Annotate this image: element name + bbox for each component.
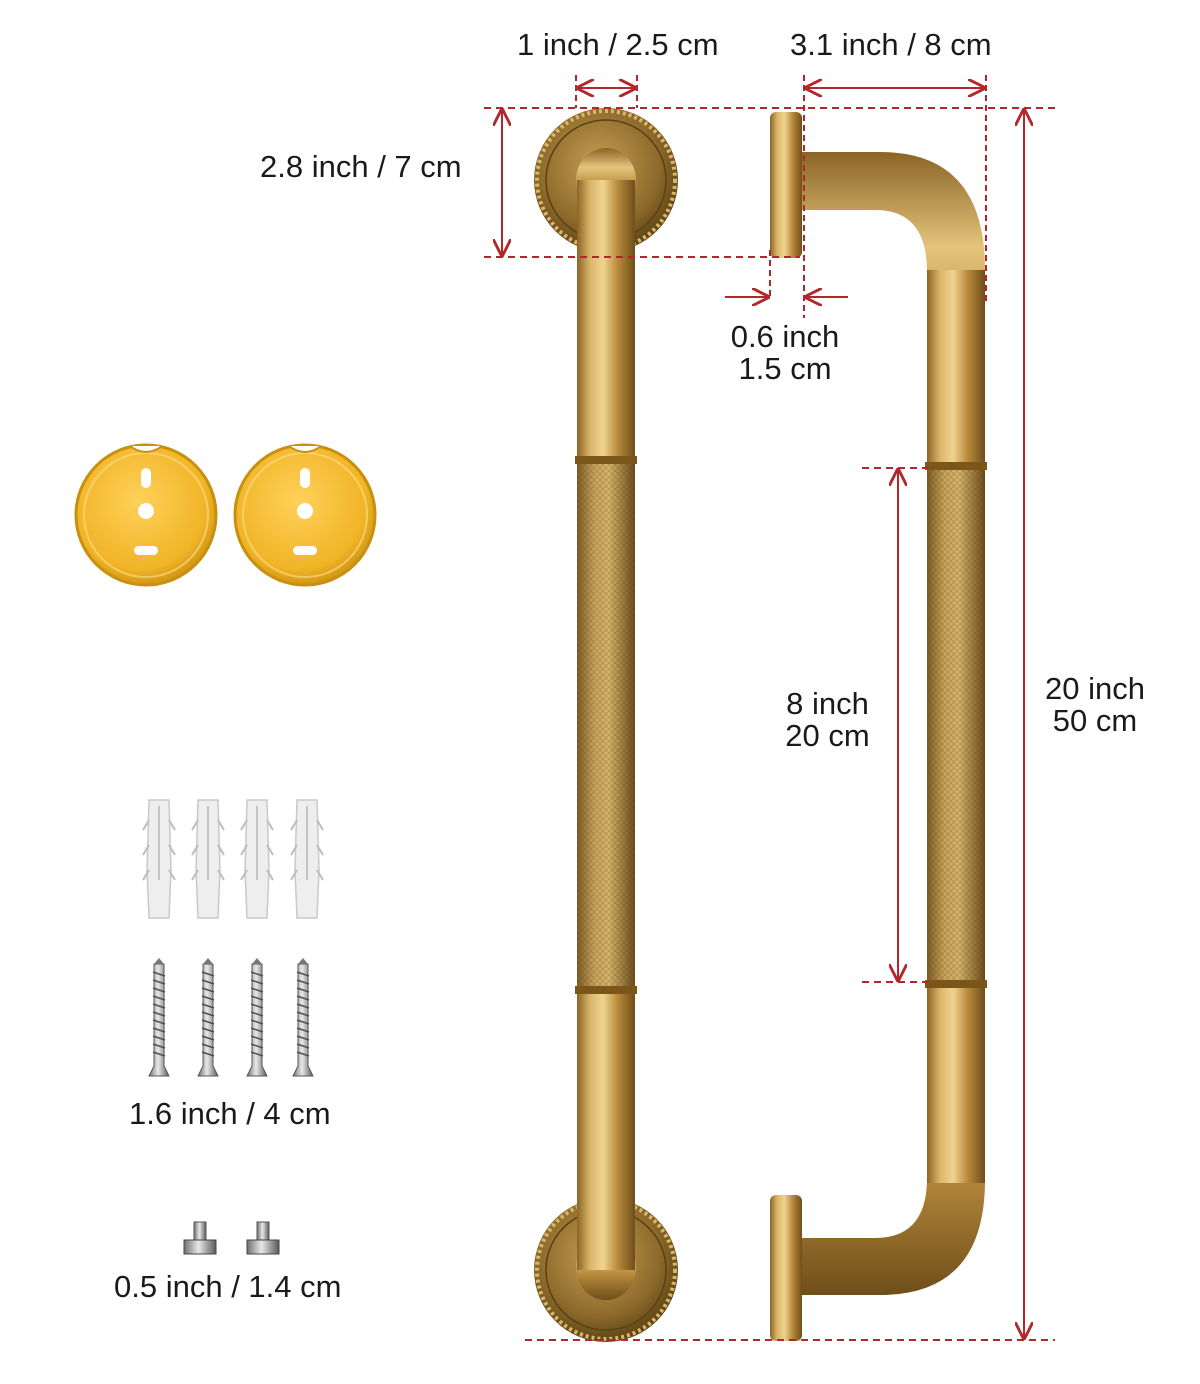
screw (293, 958, 313, 1076)
wall-anchor (291, 800, 323, 918)
side-top-flange (770, 112, 802, 258)
upper-tube (577, 180, 635, 460)
wall-anchors (143, 800, 323, 918)
grip-length-inch-label: 8 inch (786, 686, 869, 721)
total-length-cm-label: 50 cm (1052, 703, 1138, 738)
flange-diameter-label: 2.8 inch / 7 cm (260, 149, 462, 184)
standoff-depth-label: 3.1 inch / 8 cm (790, 27, 992, 62)
flange-thickness-inch-label: 0.6 inch (730, 319, 840, 354)
screw (198, 958, 218, 1076)
upper-ring (575, 456, 637, 464)
flange-thickness-cm-label: 1.5 cm (738, 351, 832, 386)
lower-tube (577, 994, 635, 1270)
set-screw (184, 1222, 216, 1254)
wall-anchor (143, 800, 175, 918)
mounting-plates (76, 445, 375, 585)
mounting-plate (235, 445, 375, 585)
wall-anchor (192, 800, 224, 918)
set-screws (184, 1222, 279, 1254)
set-screw (247, 1222, 279, 1254)
bar-diameter-label: 1 inch / 2.5 cm (517, 27, 719, 62)
front-view-grab-bar (534, 108, 678, 1342)
wall-anchor (241, 800, 273, 918)
side-bottom-flange (770, 1195, 802, 1341)
grip-length-cm-label: 20 cm (785, 718, 870, 753)
screw (247, 958, 267, 1076)
screw (149, 958, 169, 1076)
screws (149, 958, 313, 1076)
total-length-inch-label: 20 inch (1045, 671, 1145, 706)
mounting-plate (76, 445, 216, 585)
screw-length-label: 1.6 inch / 4 cm (129, 1096, 331, 1131)
lower-ring (575, 986, 637, 994)
set-screw-length-label: 0.5 inch / 1.4 cm (114, 1269, 342, 1304)
